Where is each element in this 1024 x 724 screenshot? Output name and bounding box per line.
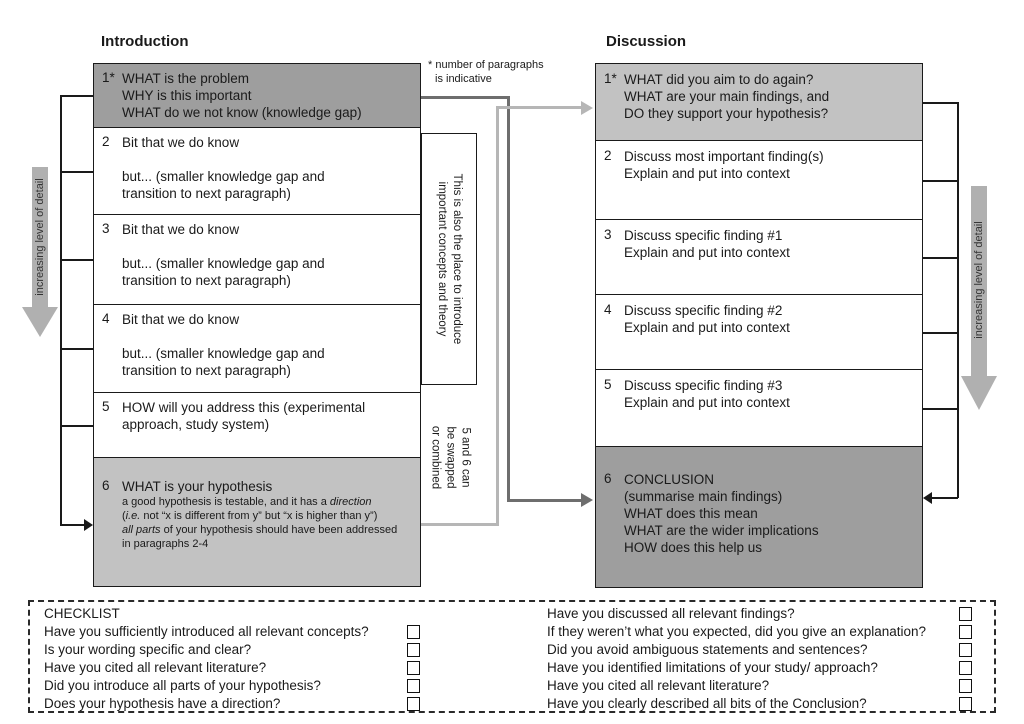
discussion-bracket-line (957, 102, 959, 498)
box-text: Discuss most important finding(s) Explain and put into context (624, 148, 824, 181)
checkbox[interactable] (407, 643, 420, 657)
checklist-item (547, 660, 992, 678)
box-number: 2 (604, 147, 612, 163)
checklist-item (547, 696, 992, 714)
bracket-tick (60, 425, 93, 427)
checklist-item-text: Have you clearly described all bits of the Conclusion? (547, 696, 867, 711)
checklist-item-text: Did you introduce all parts of your hypothesis? (44, 678, 321, 693)
checkbox[interactable] (407, 679, 420, 693)
bracket-tick (60, 259, 93, 261)
bracket-tick (923, 257, 957, 259)
checklist-item-text: Have you sufficiently introduced all relevant concepts? (44, 624, 369, 639)
swap-note-text: 5 and 6 can be swapped or combined (429, 425, 472, 490)
checkbox[interactable] (959, 679, 972, 693)
box-number: 4 (102, 310, 110, 326)
box-text: WHAT did you aim to do again? WHAT are your main findings, and DO they support your hypothesis? (624, 72, 830, 121)
box-number: 6 (604, 470, 612, 486)
checklist-item-text: Does your hypothesis have a direction? (44, 696, 281, 711)
checkbox[interactable] (959, 661, 972, 675)
footnote-line-2: is indicative (435, 73, 492, 85)
box-number: 6 (102, 477, 110, 493)
discussion-box-2 (595, 140, 923, 221)
box-number: 5 (604, 376, 612, 392)
dark-connector-arrowhead (581, 493, 593, 507)
footnote-line-1: * number of paragraphs (428, 59, 544, 71)
box-number: 2 (102, 133, 110, 149)
checklist-item (547, 678, 992, 696)
checklist-item-text: Is your wording specific and clear? (44, 642, 252, 657)
checkbox[interactable] (959, 697, 972, 711)
checklist-left-column (44, 606, 444, 714)
box-text: HOW will you address this (experimental approach, study system) (122, 399, 366, 432)
bracket-tick (923, 408, 957, 410)
checklist-item (547, 642, 992, 660)
intro-box-6 (93, 457, 421, 588)
checklist-item (44, 642, 444, 660)
intro-box-5 (93, 392, 421, 459)
box-text: Bit that we do know but... (smaller knowledge gap and transition to next paragraph) (122, 311, 325, 378)
bracket-tick (60, 171, 93, 173)
connector-intro6-discussion1 (496, 106, 499, 526)
concepts-note-box (421, 133, 477, 385)
discussion-heading: Discussion (606, 33, 687, 50)
checklist-panel (28, 600, 996, 713)
checklist-title: CHECKLIST (44, 606, 120, 621)
checklist-item-text: Have you cited all relevant literature? (44, 660, 267, 675)
intro-box-2 (93, 127, 421, 216)
intro-box-3 (93, 214, 421, 306)
checkbox[interactable] (407, 697, 420, 711)
checklist-item-text: Have you identified limitations of your study/ approach? (547, 660, 878, 675)
checklist-item-text: Did you avoid ambiguous statements and sentences? (547, 642, 868, 657)
box-number: 4 (604, 301, 612, 317)
discussion-box-5 (595, 369, 923, 448)
bracket-tick (923, 332, 957, 334)
box-text: Discuss specific finding #3 Explain and put into context (624, 377, 790, 410)
checkbox[interactable] (407, 625, 420, 639)
bracket-tick (923, 180, 957, 182)
intro-bracket-line (60, 95, 62, 526)
checklist-item-text: If they weren’t what you expected, did you give an explanation? (547, 624, 926, 639)
detail-arrow-left-label: increasing level of detail (34, 178, 46, 296)
checklist-item (44, 678, 444, 696)
box-number: 5 (102, 398, 110, 414)
paragraphs-footnote (428, 58, 544, 86)
checklist-item-text: Have you cited all relevant literature? (547, 678, 770, 693)
box-number: 1* (604, 71, 617, 86)
introduction-heading: Introduction (101, 33, 189, 50)
box-text: Discuss specific finding #1 Explain and put into context (624, 227, 790, 260)
connector-intro6-discussion1 (421, 523, 499, 526)
discussion-box-1 (595, 63, 923, 141)
checkbox[interactable] (959, 625, 972, 639)
bracket-tick (923, 102, 957, 104)
checklist-right-column (547, 606, 992, 714)
discussion-box-6 (595, 446, 923, 589)
detail-arrow-left-head (22, 307, 58, 337)
light-connector-arrowhead (581, 101, 593, 115)
checkbox[interactable] (407, 661, 420, 675)
bracket-tick (60, 348, 93, 350)
intro-box-4 (93, 304, 421, 394)
intro-box-1 (93, 63, 421, 128)
box-text: WHAT is the problem WHY is this important WHAT do we not know (knowledge gap) (122, 71, 362, 120)
bracket-arrow-segment (60, 524, 85, 526)
connector-intro1-discussion6 (507, 96, 510, 502)
detail-arrow-right-head (961, 376, 997, 410)
box-number: 3 (604, 226, 612, 242)
box-number: 3 (102, 220, 110, 236)
box-text: Bit that we do know but... (smaller knowledge gap and transition to next paragraph) (122, 134, 325, 201)
bracket-tick (60, 95, 93, 97)
discussion-box-4 (595, 294, 923, 371)
concepts-note-text: This is also the place to introduce important concepts and theory (436, 173, 463, 345)
arrowhead-into-intro-6 (84, 519, 93, 531)
checklist-item (44, 696, 444, 714)
checkbox[interactable] (959, 607, 972, 621)
checklist-item (547, 624, 992, 642)
checklist-item (44, 624, 444, 642)
discussion-box-3 (595, 219, 923, 296)
connector-intro6-discussion1 (496, 106, 583, 109)
box-text: Discuss specific finding #2 Explain and put into context (624, 302, 790, 335)
checklist-item (547, 606, 992, 624)
detail-arrow-right-label: increasing level of detail (973, 221, 985, 339)
checklist-item (44, 660, 444, 678)
bracket-arrow-segment (932, 497, 958, 499)
box-number: 1* (102, 70, 115, 85)
checklist-item-text: Have you discussed all relevant findings? (547, 606, 795, 621)
connector-intro1-discussion6 (421, 96, 510, 99)
box-text: CONCLUSION (summarise main findings) WHAT does this mean WHAT are the wider implications HOW does this help us (624, 471, 819, 555)
checkbox[interactable] (959, 643, 972, 657)
arrowhead-into-discussion-6 (923, 492, 932, 504)
hypothesis-notes: a good hypothesis is testable, and it has a direction (i.e. not “x is different from y” but “x is higher than y”) all parts of your hypothesis should have been addressed in paragraphs 2-4 (122, 495, 398, 550)
box-text: WHAT is your hypothesis (122, 478, 273, 494)
connector-intro1-discussion6 (507, 499, 583, 502)
box-text: Bit that we do know but... (smaller knowledge gap and transition to next paragraph) (122, 221, 325, 288)
